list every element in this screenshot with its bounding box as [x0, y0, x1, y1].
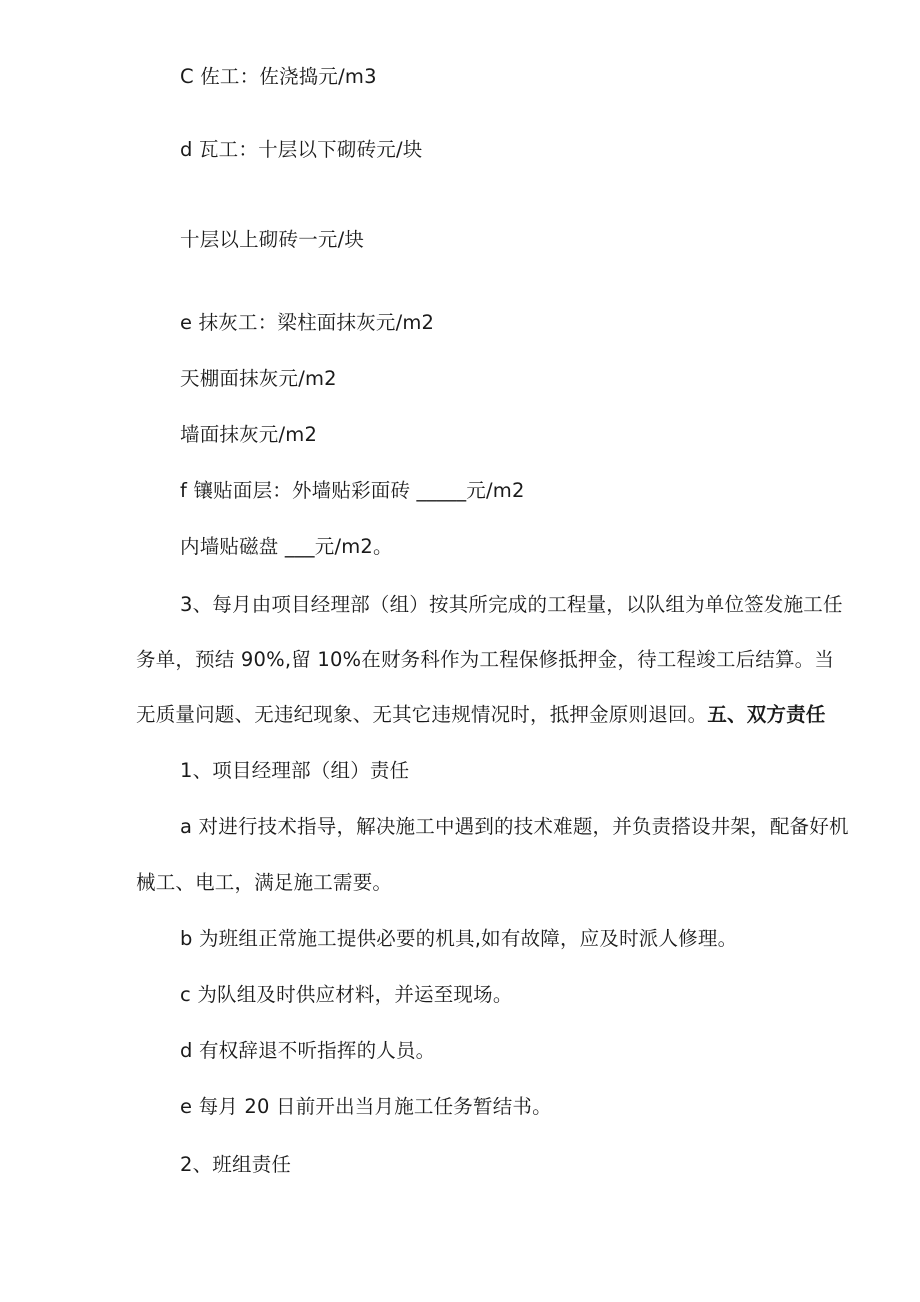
paragraph-3-line-2: 务单，预结 90%,留 10%在财务科作为工程保修抵押金，待工程竣工后结算。当 [136, 648, 835, 671]
paragraph-3-tail-text: 无质量问题、无违纪现象、无其它违规情况时，抵押金原则退回。 [136, 703, 708, 726]
item-d: d 有权辞退不听指挥的人员。 [180, 1039, 436, 1062]
text-line-plaster-ceiling: 天棚面抹灰元/m2 [180, 367, 337, 390]
paragraph-3-line-3 [136, 700, 826, 730]
item-a-line-2: 械工、电工，满足施工需要。 [136, 871, 393, 894]
text-line-bricklayer-rate-below-ten: d 瓦工：十层以下砌砖元/块 [180, 138, 423, 161]
subsection-2-heading: 2、班组责任 [180, 1153, 292, 1176]
section-5-heading: 五、双方责任 [707, 703, 826, 726]
item-b: b 为班组正常施工提供必要的机具,如有故障，应及时派人修理。 [180, 927, 738, 950]
text-line-facing-exterior-tile: f 镶贴面层：外墙贴彩面砖 _____元/m2 [180, 479, 525, 502]
paragraph-3-line-1: 3、每月由项目经理部（组）按其所完成的工程量，以队组为单位签发施工任 [180, 593, 843, 616]
item-a-line-1: a 对进行技术指导，解决施工中遇到的技术难题，并负责搭设井架，配备好机 [180, 815, 849, 838]
item-c: c 为队组及时供应材料，并运至现场。 [180, 983, 513, 1006]
text-line-carpenter-rate: C 佐工：佐浇捣元/m3 [180, 65, 377, 88]
text-line-facing-interior-tile: 内墙贴磁盘 ___元/m2。 [180, 535, 393, 558]
text-line-plaster-beam-column: e 抹灰工：梁柱面抹灰元/m2 [180, 311, 435, 334]
text-line-bricklayer-rate-above-ten: 十层以上砌砖一元/块 [180, 228, 365, 251]
item-e: e 每月 20 日前开出当月施工任务暂结书。 [180, 1095, 552, 1118]
text-line-plaster-wall: 墙面抹灰元/m2 [180, 423, 318, 446]
subsection-1-heading: 1、项目经理部（组）责任 [180, 759, 410, 782]
